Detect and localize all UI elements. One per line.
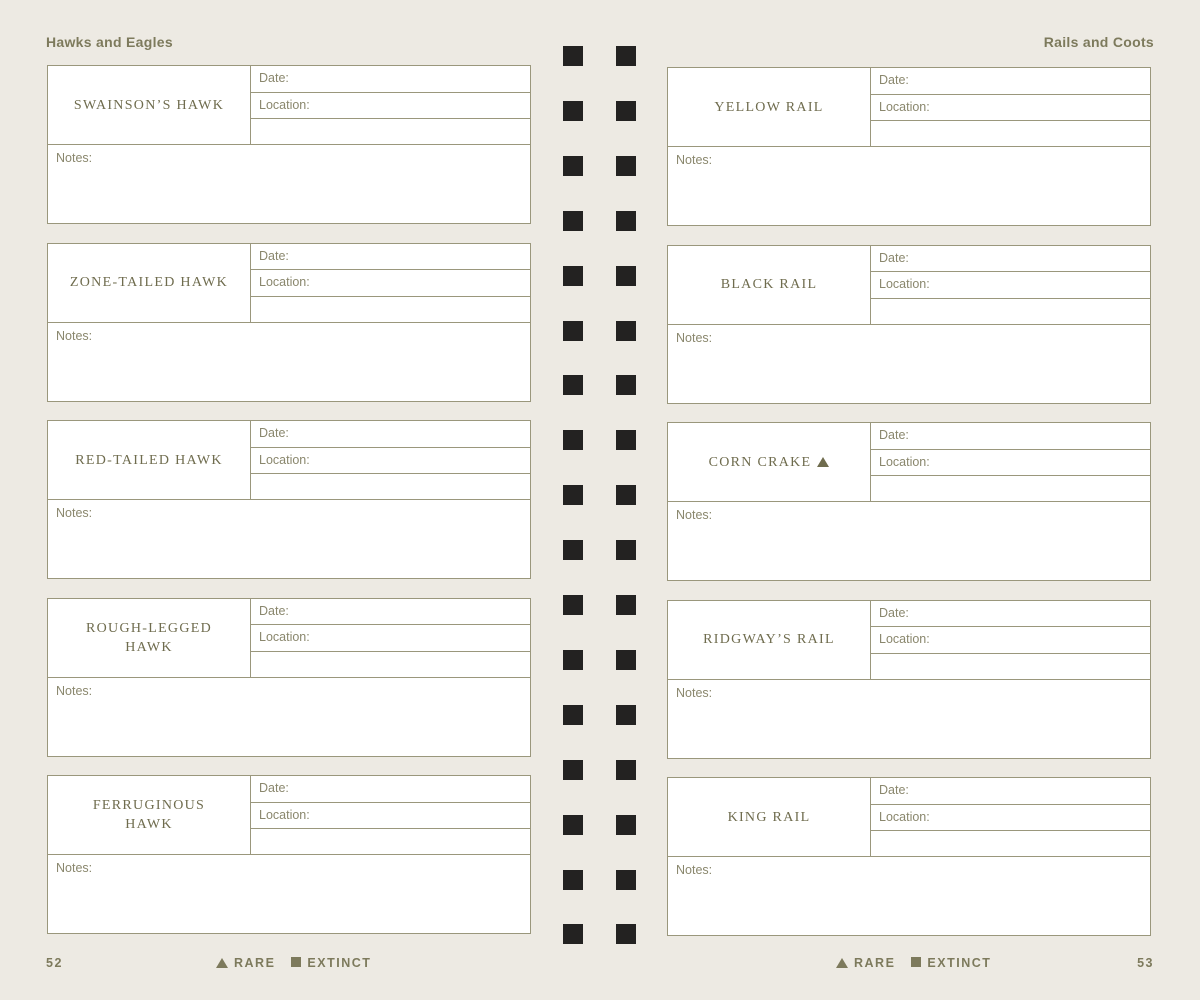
date-label: Date: bbox=[259, 248, 289, 263]
sighting-card bbox=[667, 600, 1151, 759]
location-label: Location: bbox=[259, 807, 310, 822]
species-name bbox=[48, 66, 251, 145]
notes-field[interactable] bbox=[56, 684, 92, 698]
notes-field[interactable] bbox=[676, 863, 712, 877]
binding-hole bbox=[563, 321, 583, 341]
location-label: Location: bbox=[259, 452, 310, 467]
species-name bbox=[668, 423, 871, 502]
species-name-text: RIDGWAY’S RAIL bbox=[703, 632, 835, 647]
sighting-card bbox=[47, 65, 531, 224]
date-label: Date: bbox=[259, 781, 289, 795]
binding-hole bbox=[563, 870, 583, 890]
left-page-number: 52 bbox=[46, 956, 63, 970]
location-field[interactable] bbox=[251, 448, 530, 475]
binding-hole bbox=[616, 101, 636, 121]
notes-field[interactable] bbox=[676, 508, 712, 522]
date-field[interactable] bbox=[871, 601, 1150, 628]
date-field[interactable] bbox=[871, 246, 1150, 273]
binding-hole bbox=[563, 156, 583, 176]
binding-hole bbox=[563, 595, 583, 615]
location-field[interactable] bbox=[871, 450, 1150, 477]
sighting-card bbox=[667, 422, 1151, 581]
species-name-text: BLACK RAIL bbox=[720, 277, 818, 292]
species-name bbox=[668, 601, 871, 680]
notes-field[interactable] bbox=[56, 861, 92, 875]
binding-hole bbox=[563, 650, 583, 670]
species-name bbox=[668, 778, 871, 857]
species-name bbox=[668, 246, 871, 325]
binding-hole bbox=[616, 924, 636, 944]
notes-label: Notes: bbox=[676, 153, 713, 167]
species-name-text: ROUGH-LEGGED HAWK bbox=[85, 620, 213, 655]
date-label: Date: bbox=[259, 71, 289, 85]
species-name-text: YELLOW RAIL bbox=[714, 99, 824, 115]
left-legend bbox=[216, 956, 371, 970]
notes-label: Notes: bbox=[676, 685, 713, 700]
extra-field[interactable] bbox=[871, 299, 1150, 325]
extra-field[interactable] bbox=[871, 831, 1150, 857]
location-field[interactable] bbox=[251, 93, 530, 120]
right-legend bbox=[836, 956, 991, 970]
notes-field[interactable] bbox=[56, 506, 92, 520]
location-field[interactable] bbox=[251, 803, 530, 830]
location-field[interactable] bbox=[871, 627, 1150, 654]
binding-hole bbox=[616, 46, 636, 66]
species-name bbox=[48, 776, 251, 855]
binding-hole bbox=[616, 595, 636, 615]
extra-field[interactable] bbox=[251, 474, 530, 500]
extra-field[interactable] bbox=[251, 652, 530, 678]
location-field[interactable] bbox=[871, 805, 1150, 832]
binding-hole bbox=[616, 870, 636, 890]
binding-hole bbox=[616, 211, 636, 231]
binding-hole bbox=[616, 375, 636, 395]
binding-hole bbox=[616, 760, 636, 780]
notes-label: Notes: bbox=[676, 863, 713, 877]
rare-triangle-icon bbox=[817, 457, 829, 467]
location-label: Location: bbox=[259, 275, 310, 289]
binding-hole bbox=[563, 705, 583, 725]
extinct-square-icon bbox=[291, 957, 301, 967]
notes-label: Notes: bbox=[56, 151, 93, 165]
right-page-number: 53 bbox=[1137, 956, 1154, 970]
sighting-card bbox=[667, 777, 1151, 936]
notes-label: Notes: bbox=[56, 506, 93, 520]
binding-hole bbox=[616, 156, 636, 176]
sighting-card bbox=[47, 598, 531, 757]
notes-field[interactable] bbox=[676, 153, 712, 167]
extra-field[interactable] bbox=[251, 829, 530, 855]
binding-hole bbox=[616, 485, 636, 505]
date-field[interactable] bbox=[251, 244, 530, 271]
date-field[interactable] bbox=[871, 68, 1150, 95]
extinct-square-icon bbox=[911, 957, 921, 967]
date-label: Date: bbox=[259, 603, 289, 618]
date-label: Date: bbox=[879, 250, 909, 265]
extra-field[interactable] bbox=[871, 121, 1150, 147]
binding-hole bbox=[616, 430, 636, 450]
notes-field[interactable] bbox=[56, 151, 92, 165]
sighting-card bbox=[667, 67, 1151, 226]
date-label: Date: bbox=[879, 428, 909, 442]
location-field[interactable] bbox=[251, 270, 530, 297]
binding-hole bbox=[563, 46, 583, 66]
binding-hole bbox=[616, 815, 636, 835]
rare-triangle-icon bbox=[216, 958, 228, 968]
species-name bbox=[48, 421, 251, 500]
binding-hole bbox=[563, 924, 583, 944]
species-name-text: KING RAIL bbox=[727, 809, 811, 825]
date-field[interactable] bbox=[871, 778, 1150, 805]
notes-label: Notes: bbox=[676, 508, 713, 522]
location-field[interactable] bbox=[251, 625, 530, 652]
sighting-card bbox=[47, 775, 531, 934]
date-field[interactable] bbox=[871, 423, 1150, 450]
binding-hole bbox=[563, 266, 583, 286]
binding-hole bbox=[616, 321, 636, 341]
notes-field[interactable] bbox=[56, 329, 92, 343]
location-label: Location: bbox=[879, 809, 930, 824]
binding-hole bbox=[563, 485, 583, 505]
date-field[interactable] bbox=[251, 421, 530, 448]
location-label: Location: bbox=[879, 99, 930, 114]
binding-hole bbox=[616, 650, 636, 670]
sighting-card bbox=[667, 245, 1151, 404]
species-name-text: RED-TAILED HAWK bbox=[75, 452, 223, 468]
location-label: Location: bbox=[879, 277, 930, 291]
species-name bbox=[668, 68, 871, 147]
notes-field[interactable] bbox=[676, 331, 712, 345]
legend-extinct: EXTINCT bbox=[927, 956, 992, 970]
species-name bbox=[48, 244, 251, 323]
legend-rare: RARE bbox=[854, 956, 896, 970]
date-field[interactable] bbox=[251, 66, 530, 93]
location-label: Location: bbox=[879, 632, 930, 646]
notes-label: Notes: bbox=[56, 683, 93, 698]
species-name-text: ZONE-TAILED HAWK bbox=[69, 275, 229, 290]
species-name-text: CORN CRAKE bbox=[708, 454, 812, 470]
left-page-header: Hawks and Eagles bbox=[46, 34, 173, 50]
extra-field[interactable] bbox=[251, 297, 530, 323]
binding-hole bbox=[616, 705, 636, 725]
date-label: Date: bbox=[879, 783, 909, 797]
notes-label: Notes: bbox=[676, 330, 713, 345]
date-field[interactable] bbox=[251, 776, 530, 803]
date-field[interactable] bbox=[251, 599, 530, 626]
binding-hole bbox=[563, 101, 583, 121]
binding-hole bbox=[563, 375, 583, 395]
rare-triangle-icon bbox=[836, 958, 848, 968]
binding-hole bbox=[563, 760, 583, 780]
date-label: Date: bbox=[259, 426, 289, 440]
notes-label: Notes: bbox=[56, 328, 93, 343]
location-field[interactable] bbox=[871, 95, 1150, 122]
binding-hole bbox=[616, 540, 636, 560]
sighting-card bbox=[47, 420, 531, 579]
location-label: Location: bbox=[879, 454, 930, 469]
species-name-text: SWAINSON’S HAWK bbox=[73, 97, 225, 113]
extra-field[interactable] bbox=[251, 119, 530, 145]
binding-hole bbox=[563, 815, 583, 835]
notes-field[interactable] bbox=[676, 686, 712, 700]
species-name bbox=[48, 599, 251, 678]
location-field[interactable] bbox=[871, 272, 1150, 299]
legend-extinct: EXTINCT bbox=[307, 956, 372, 970]
location-label: Location: bbox=[259, 630, 310, 644]
sighting-card bbox=[47, 243, 531, 402]
binding-hole bbox=[563, 211, 583, 231]
date-label: Date: bbox=[879, 73, 909, 87]
legend-rare: RARE bbox=[234, 956, 276, 970]
binding-hole bbox=[616, 266, 636, 286]
right-page-header: Rails and Coots bbox=[1043, 34, 1154, 50]
date-label: Date: bbox=[879, 605, 909, 620]
location-label: Location: bbox=[259, 97, 310, 112]
binding-hole bbox=[563, 540, 583, 560]
notes-label: Notes: bbox=[56, 861, 93, 875]
extra-field[interactable] bbox=[871, 476, 1150, 502]
extra-field[interactable] bbox=[871, 654, 1150, 680]
binding-hole bbox=[563, 430, 583, 450]
species-name-text: FERRUGINOUS HAWK bbox=[92, 798, 206, 832]
